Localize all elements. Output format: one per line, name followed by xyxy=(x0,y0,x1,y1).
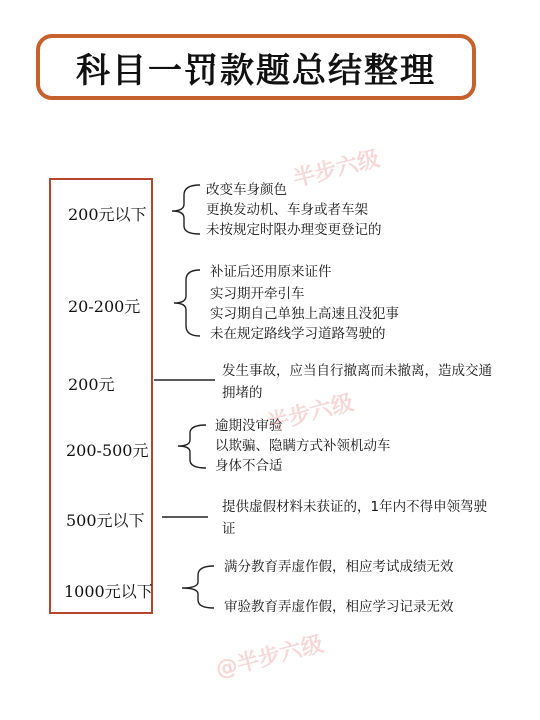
penalty-item: 逾期没审验 xyxy=(215,418,283,434)
penalty-item: 身体不合适 xyxy=(215,458,283,474)
penalty-item: 实习期自己单独上高速且没犯事 xyxy=(210,306,399,322)
amount-row-4: 200-500元 xyxy=(66,441,149,460)
page-title: 科目一罚款题总结整理 xyxy=(76,50,436,91)
amount-row-2: 20-200元 xyxy=(68,297,141,316)
brace-row-1 xyxy=(172,185,200,234)
brace-row-2 xyxy=(174,270,200,336)
amount-row-3: 200元 xyxy=(68,375,115,394)
penalty-item: 以欺骗、隐瞒方式补领机动车 xyxy=(215,438,391,454)
penalty-item: 未按规定时限办理变更登记的 xyxy=(206,222,382,238)
penalty-item: 满分教育弄虚作假，相应考试成绩无效 xyxy=(224,559,454,575)
penalty-item: 更换发动机、车身或者车架 xyxy=(206,202,368,218)
penalty-item: 未在规定路线学习道路驾驶的 xyxy=(210,326,386,342)
penalty-text: 发生事故，应当自行撤离而未撤离，造成交通拥堵的 xyxy=(222,363,492,401)
penalty-text: 提供虚假材料未获证的，1年内不得申领驾驶证 xyxy=(222,499,488,537)
brace-row-4 xyxy=(178,425,206,468)
penalty-item: 补证后还用原来证件 xyxy=(210,264,332,280)
watermark: 半步六级 xyxy=(290,146,383,193)
penalty-item: 审验教育弄虚作假，相应学习记录无效 xyxy=(224,599,454,615)
watermark: @半步六级 xyxy=(213,632,326,683)
watermark: 半步六级 xyxy=(264,390,357,437)
amount-row-6: 1000元以下 xyxy=(64,582,153,601)
penalty-item: 实习期开牵引车 xyxy=(210,286,305,302)
amount-row-5: 500元以下 xyxy=(66,511,145,530)
amount-row-1: 200元以下 xyxy=(68,205,147,224)
penalty-item: 改变车身颜色 xyxy=(206,182,287,198)
brace-row-6 xyxy=(182,566,214,608)
